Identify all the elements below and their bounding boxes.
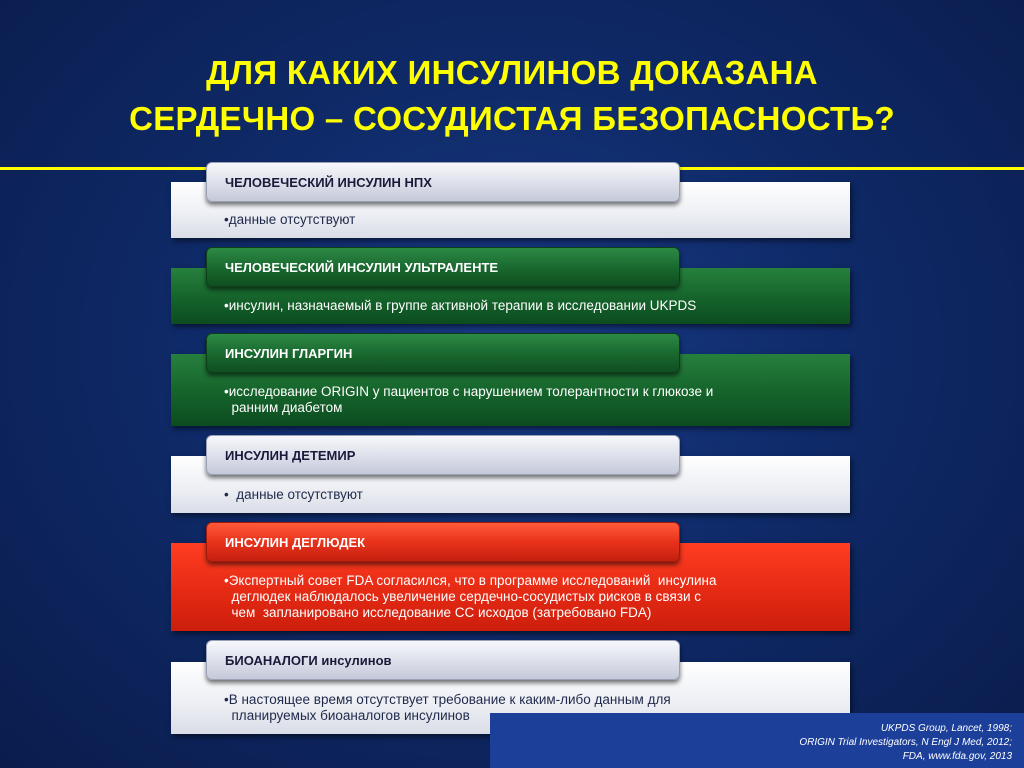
- reference-item: ORIGIN Trial Investigators, N Engl J Med, 2012;: [799, 737, 1012, 748]
- insulin-block-detemir: [171, 433, 850, 515]
- block-heading: ИНСУЛИН ДЕГЛЮДЕК: [225, 534, 366, 550]
- references: [612, 722, 1012, 764]
- block-text-line: •В настоящее время отсутствует требование к каким-либо данным для: [224, 692, 671, 707]
- block-text-line: •инсулин, назначаемый в группе активной терапии в исследовании UKPDS: [224, 298, 697, 313]
- block-heading: ИНСУЛИН ГЛАРГИН: [225, 345, 353, 361]
- insulin-block-glargine: [171, 331, 850, 427]
- block-heading-tab: [206, 435, 680, 475]
- block-heading: ЧЕЛОВЕЧЕСКИЙ ИНСУЛИН УЛЬТРАЛЕНТЕ: [225, 259, 499, 275]
- block-heading: ЧЕЛОВЕЧЕСКИЙ ИНСУЛИН НПХ: [225, 174, 432, 190]
- insulin-block-degludec: [171, 520, 850, 633]
- block-heading-tab: [206, 247, 680, 287]
- block-text-line: деглюдек наблюдалось увеличение сердечно-сосудистых рисков в связи с: [224, 589, 701, 604]
- insulin-block-nph: [171, 160, 850, 240]
- slide-title: [20, 50, 1004, 142]
- block-text-line: •данные отсутствуют: [224, 212, 356, 227]
- block-text-line: • данные отсутствуют: [224, 486, 363, 502]
- title-line-1: ДЛЯ КАКИХ ИНСУЛИНОВ ДОКАЗАНА: [206, 54, 818, 91]
- title-line-2: СЕРДЕЧНО – СОСУДИСТАЯ БЕЗОПАСНОСТЬ?: [129, 100, 895, 137]
- block-text-line: ранним диабетом: [224, 400, 343, 415]
- block-text-line: •Экспертный совет FDA согласился, что в программе исследований инсулина: [224, 573, 717, 588]
- block-heading-tab: [206, 640, 680, 680]
- block-text-line: планируемых биоаналогов инсулинов: [224, 708, 470, 723]
- block-text-line: чем запланировано исследование СС исходов (затребовано FDA): [224, 605, 652, 620]
- block-heading-tab: [206, 333, 680, 373]
- block-heading: БИОАНАЛОГИ инсулинов: [225, 652, 392, 668]
- reference-item: FDA, www.fda.gov, 2013: [902, 751, 1012, 762]
- reference-item: UKPDS Group, Lancet, 1998;: [880, 723, 1012, 734]
- block-text-line: •исследование ORIGIN у пациентов с нарушением толерантности к глюкозе и: [224, 384, 714, 399]
- block-heading: ИНСУЛИН ДЕТЕМИР: [225, 447, 356, 463]
- insulin-block-ultralente: [171, 245, 850, 327]
- block-heading-tab: [206, 522, 680, 562]
- block-heading-tab: [206, 162, 680, 202]
